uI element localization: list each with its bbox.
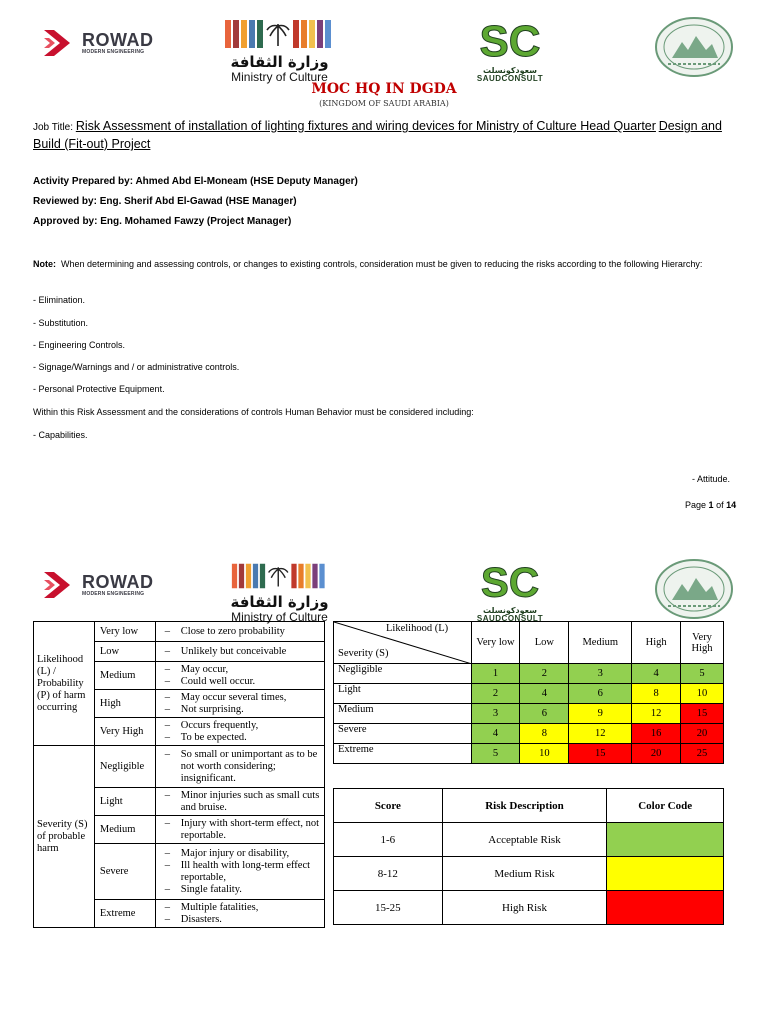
matrix-cell: 4 — [520, 684, 569, 704]
note-label: Note: — [33, 259, 56, 269]
sc-english: SAUDCONSULT — [476, 74, 544, 83]
sc-mark-icon — [470, 18, 550, 62]
hierarchy-item: - Signage/Warnings and / or administrative controls. — [33, 362, 240, 372]
sc-arabic: سعودكونسلت — [482, 606, 538, 615]
note — [33, 258, 738, 270]
table-row: Extreme – Multiple fatalities, – Disasters. — [34, 900, 325, 928]
risk-matrix — [333, 621, 724, 764]
seal-icon — [654, 558, 734, 620]
moc-stripes-icon — [225, 18, 335, 50]
matrix-cell: 2 — [471, 684, 520, 704]
table-row: Light – Minor injuries such as small cuts and bruise. — [34, 788, 325, 816]
matrix-cell: 5 — [471, 744, 520, 764]
matrix-cell: 16 — [632, 724, 681, 744]
legend-description: High Risk — [442, 891, 607, 925]
likelihood-label: High — [94, 690, 155, 718]
severity-label: Medium — [94, 816, 155, 844]
severity-label: Light — [94, 788, 155, 816]
page-subtitle: (KINGDOM OF SAUDI ARABIA) — [319, 99, 449, 108]
sc-arabic: سعودكونسلت — [482, 66, 538, 75]
seal-icon — [654, 16, 734, 78]
matrix-corner — [334, 622, 472, 664]
moc-arabic: وزارة الثقافة — [230, 53, 329, 71]
hierarchy-item: - Elimination. — [33, 295, 86, 305]
likelihood-label: Low — [94, 642, 155, 662]
table-row: Very High – Occurs frequently, – To be expected. — [34, 718, 325, 746]
rowad-mark-icon — [42, 570, 76, 600]
matrix-cell: 5 — [681, 664, 724, 684]
legend-color-swatch — [607, 823, 724, 857]
matrix-cell: 4 — [632, 664, 681, 684]
job-title-underlined: Risk Assessment of installation of lighting fixtures and wiring devices for Ministry of Culture Head Quarter — [75, 119, 656, 133]
matrix-cell: 25 — [681, 744, 724, 764]
sc-mark-icon — [470, 560, 550, 602]
legend-description: Medium Risk — [442, 857, 607, 891]
hierarchy-item: - Personal Protective Equipment. — [33, 384, 165, 394]
dgda-seal-2 — [654, 558, 734, 625]
matrix-cell: 6 — [569, 684, 632, 704]
legend-row — [334, 891, 724, 925]
hierarchy-item: - Substitution. — [33, 318, 89, 328]
legend-header: Risk Description — [442, 789, 607, 823]
legend-color-swatch — [607, 857, 724, 891]
matrix-row-label: Light — [334, 684, 472, 704]
dgda-seal — [654, 16, 734, 83]
legend-description: Acceptable Risk — [442, 823, 607, 857]
matrix-row — [334, 744, 724, 764]
severity-header: Severity (S) of probable harm — [34, 746, 95, 928]
moc-english: Ministry of Culture — [231, 70, 328, 84]
table-row: Severity (S) of probable harm Negligible – So small or unimportant as to be not worth considering; insignificant. — [34, 746, 325, 788]
page-title: MOC HQ IN DGDA — [311, 81, 457, 97]
matrix-col-header: Very low — [471, 622, 520, 664]
moc-logo — [222, 18, 337, 84]
matrix-col-header: High — [632, 622, 681, 664]
matrix-row-label: Severe — [334, 724, 472, 744]
matrix-row-label: Negligible — [334, 664, 472, 684]
job-title-rest: Design and Build (Fit-out) Project — [33, 119, 722, 151]
legend-score: 1-6 — [334, 823, 443, 857]
matrix-row — [334, 724, 724, 744]
moc-arabic: وزارة الثقافة — [230, 593, 329, 611]
legend-row — [334, 823, 724, 857]
matrix-cell: 8 — [632, 684, 681, 704]
table-row: Low – Unlikely but conceivable — [34, 642, 325, 662]
matrix-cell: 9 — [569, 704, 632, 724]
likelihood-label: Very High — [94, 718, 155, 746]
legend-score: 8-12 — [334, 857, 443, 891]
job-title — [33, 118, 733, 154]
legend-header: Score — [334, 789, 443, 823]
table-row: Severe – Major injury or disability, – Ill health with long-term effect reportable, – Single fatality. — [34, 844, 325, 900]
matrix-row — [334, 664, 724, 684]
matrix-row-label: Extreme — [334, 744, 472, 764]
hierarchy-item: - Engineering Controls. — [33, 340, 126, 350]
capabilities: - Capabilities. — [33, 430, 88, 440]
sc-letters: SC — [479, 18, 541, 62]
matrix-cell: 1 — [471, 664, 520, 684]
matrix-col-header: Medium — [569, 622, 632, 664]
reviewed-by: Reviewed by: Eng. Sherif Abd El-Gawad (HSE Manager) — [33, 196, 297, 207]
matrix-cell: 20 — [681, 724, 724, 744]
severity-label: Negligible — [94, 746, 155, 788]
matrix-cell: 15 — [569, 744, 632, 764]
legend-row — [334, 857, 724, 891]
note-text: When determining and assessing controls, or changes to existing controls, consideration must be given to reducing the risks according to the following Hierarchy: — [61, 259, 703, 269]
approved-by: Approved by: Eng. Mohamed Fawzy (Project Manager) — [33, 216, 292, 227]
legend-score: 15-25 — [334, 891, 443, 925]
likelihood-severity-table — [33, 621, 325, 928]
matrix-cell: 20 — [632, 744, 681, 764]
rowad-tagline: MODERN ENGINEERING — [82, 49, 145, 55]
table-row: Medium – May occur, – Could well occur. — [34, 662, 325, 690]
risk-legend-table — [333, 788, 724, 925]
rowad-tagline: MODERN ENGINEERING — [82, 591, 145, 597]
saudconsult-logo — [460, 18, 560, 83]
matrix-cell: 10 — [681, 684, 724, 704]
rowad-mark-icon — [42, 28, 76, 58]
matrix-cell: 3 — [471, 704, 520, 724]
prepared-by: Activity Prepared by: Ahmed Abd El-Moneam (HSE Deputy Manager) — [33, 176, 358, 187]
matrix-cell: 3 — [569, 664, 632, 684]
likelihood-header: Likelihood (L) / Probability (P) of harm occurring — [34, 622, 95, 746]
corner-severity: Severity (S) — [338, 648, 389, 659]
matrix-row — [334, 704, 724, 724]
matrix-cell: 10 — [520, 744, 569, 764]
matrix-cell: 15 — [681, 704, 724, 724]
matrix-col-header: Low — [520, 622, 569, 664]
legend-color-swatch — [607, 891, 724, 925]
likelihood-label: Medium — [94, 662, 155, 690]
sc-english: SAUDCONSULT — [476, 614, 544, 623]
rowad-logo-2 — [42, 570, 154, 600]
page-number: Page 1 of 14 — [685, 500, 737, 510]
saudconsult-logo-2 — [460, 560, 560, 623]
legend-header-row — [334, 789, 724, 823]
corner-likelihood: Likelihood (L) — [386, 623, 449, 634]
matrix-row — [334, 684, 724, 704]
table-row: High – May occur several times, – Not surprising. — [34, 690, 325, 718]
sc-letters: SC — [480, 560, 540, 602]
moc-logo-2 — [222, 562, 337, 624]
matrix-cell: 4 — [471, 724, 520, 744]
matrix-header-row — [334, 622, 724, 664]
rowad-name: ROWAD — [82, 30, 154, 50]
table-row: Medium – Injury with short-term effect, not reportable. — [34, 816, 325, 844]
matrix-row-label: Medium — [334, 704, 472, 724]
rowad-logo — [42, 28, 154, 58]
job-title-label: Job Title: — [33, 122, 74, 133]
rowad-name: ROWAD — [82, 572, 154, 592]
likelihood-label: Very low — [94, 622, 155, 642]
severity-label: Severe — [94, 844, 155, 900]
moc-stripes-icon — [225, 562, 335, 590]
matrix-cell: 2 — [520, 664, 569, 684]
moc-english: Ministry of Culture — [231, 610, 328, 624]
table-row: Likelihood (L) / Probability (P) of harm occurring Very low – Close to zero probability — [34, 622, 325, 642]
behavior-text: Within this Risk Assessment and the considerations of controls Human Behavior must be considered including: — [33, 407, 474, 417]
matrix-cell: 12 — [569, 724, 632, 744]
matrix-cell: 12 — [632, 704, 681, 724]
legend-header: Color Code — [607, 789, 724, 823]
severity-label: Extreme — [94, 900, 155, 928]
matrix-cell: 6 — [520, 704, 569, 724]
attitude: - Attitude. — [692, 474, 731, 484]
matrix-col-header: Very High — [681, 622, 724, 664]
matrix-cell: 8 — [520, 724, 569, 744]
